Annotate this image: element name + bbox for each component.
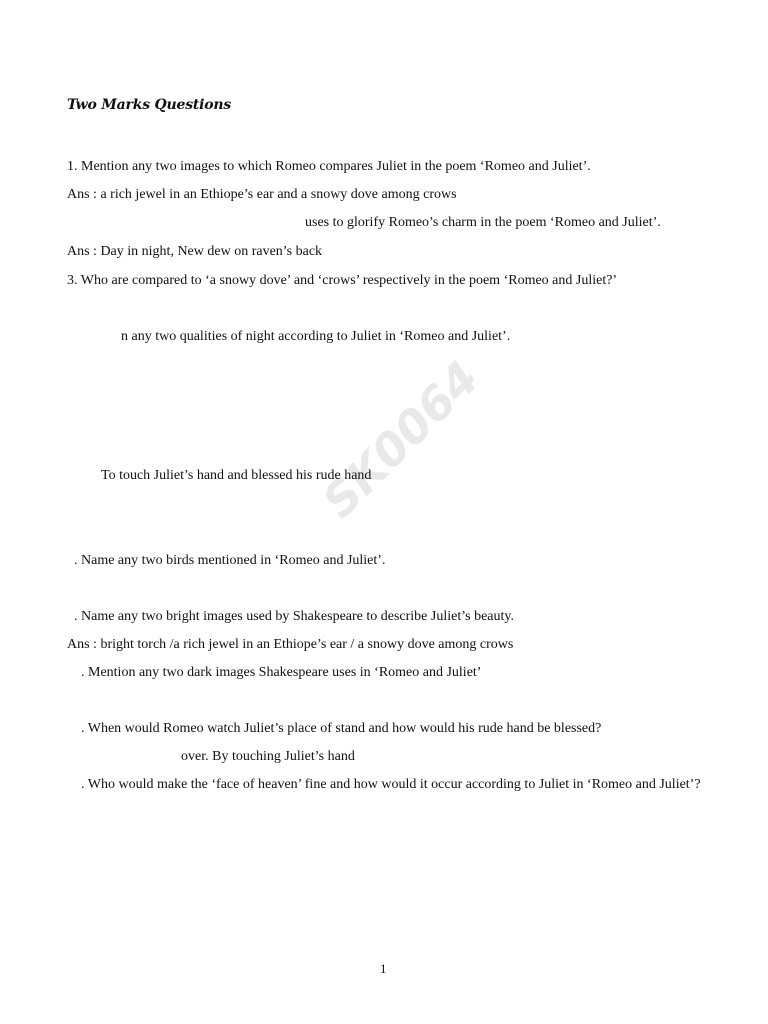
question-8: . Mention any two dark images Shakespeare uses in ‘Romeo and Juliet’ — [81, 665, 482, 680]
answer-5-fragment: To touch Juliet’s hand and blessed his rude hand — [101, 468, 372, 483]
question-6: . Name any two birds mentioned in ‘Romeo and Juliet’. — [74, 553, 386, 568]
question-10: . Who would make the ‘face of heaven’ fine and how would it occur according to Juliet in ‘Romeo and Juliet’? — [81, 777, 701, 792]
question-7: . Name any two bright images used by Shakespeare to describe Juliet’s beauty. — [74, 609, 514, 624]
answer-7: Ans : bright torch /a rich jewel in an Ethiope’s ear / a snowy dove among crows — [67, 637, 514, 652]
answer-1: Ans : a rich jewel in an Ethiope’s ear and a snowy dove among crows — [67, 187, 457, 202]
question-3: 3. Who are compared to ‘a snowy dove’ and ‘crows’ respectively in the poem ‘Romeo and Juliet?’ — [67, 273, 618, 288]
answer-2: Ans : Day in night, New dew on raven’s back — [67, 244, 323, 259]
page-number: 1 — [380, 961, 387, 976]
question-9: . When would Romeo watch Juliet’s place of stand and how would his rude hand be blessed? — [81, 721, 602, 736]
answer-9-fragment: over. By touching Juliet’s hand — [181, 749, 355, 764]
question-1: 1. Mention any two images to which Romeo compares Juliet in the poem ‘Romeo and Juliet’. — [67, 159, 591, 174]
watermark: SK0064 — [312, 350, 490, 529]
question-2-fragment: uses to glorify Romeo’s charm in the poem ‘Romeo and Juliet’. — [305, 215, 661, 230]
section-heading: Two Marks Questions — [67, 97, 232, 113]
question-4-fragment: n any two qualities of night according to Juliet in ‘Romeo and Juliet’. — [121, 329, 511, 344]
